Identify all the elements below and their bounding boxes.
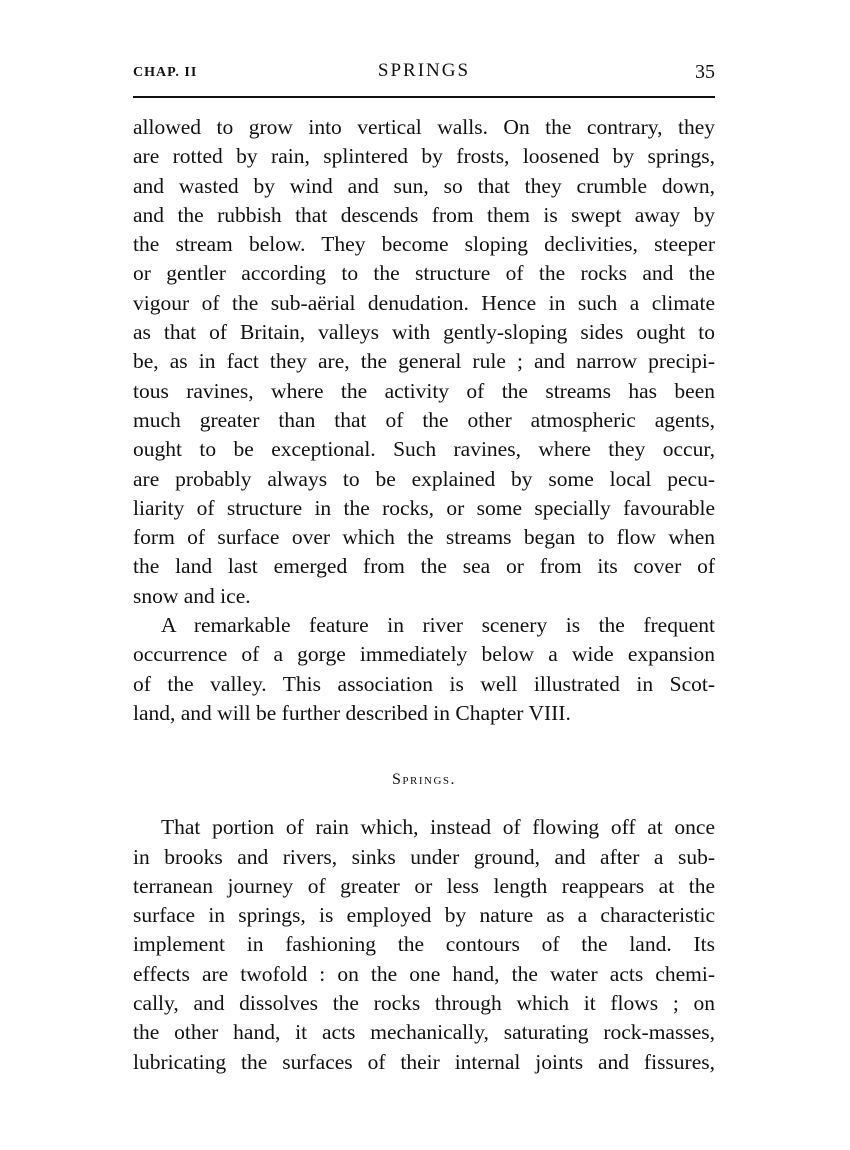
text-line: That portion of rain which, instead of flowing off at once: [161, 815, 715, 840]
paragraph-river-scenery: [133, 611, 715, 728]
text-line: A remarkable feature in river scenery is the frequent: [161, 613, 715, 638]
text-line: are rotted by rain, splintered by frosts, loosened by springs,: [133, 144, 715, 169]
text-line: much greater than that of the other atmospheric agents,: [133, 407, 715, 432]
text-line: cally, and dissolves the rocks through which it flows ; on: [133, 991, 715, 1016]
text-line: or gentler according to the structure of the rocks and the: [133, 261, 715, 286]
text-line: land, and will be further described in Chapter VIII.: [133, 700, 571, 725]
text-line: occurrence of a gorge immediately below a wide expansion: [133, 642, 715, 667]
text-line: as that of Britain, valleys with gently-sloping sides ought to: [133, 320, 715, 345]
header-rule: [133, 96, 715, 98]
text-line: and wasted by wind and sun, so that they crumble down,: [133, 173, 715, 198]
text-line: the land last emerged from the sea or from its cover of: [133, 554, 715, 579]
chapter-label: CHAP. II: [133, 65, 198, 80]
text-line: snow and ice.: [133, 583, 251, 608]
text-line: in brooks and rivers, sinks under ground, and after a sub-: [133, 844, 715, 869]
body-text: [133, 113, 715, 1077]
text-line: of the valley. This association is well illustrated in Scot-: [133, 671, 715, 696]
text-line: the other hand, it acts mechanically, saturating rock-masses,: [133, 1020, 715, 1045]
text-line: tous ravines, where the activity of the streams has been: [133, 378, 715, 403]
text-line: terranean journey of greater or less length reappears at the: [133, 873, 715, 898]
text-line: and the rubbish that descends from them is swept away by: [133, 202, 715, 227]
text-line: are probably always to be explained by some local pecu-: [133, 466, 715, 491]
page-title: SPRINGS: [377, 60, 471, 81]
page-number: 35: [695, 61, 715, 83]
section-heading: Springs.: [391, 771, 457, 789]
text-line: the stream below. They become sloping declivities, steeper: [133, 232, 715, 257]
text-line: implement in fashioning the contours of the land. Its: [133, 932, 715, 957]
text-line: vigour of the sub-aërial denudation. Hence in such a climate: [133, 290, 715, 315]
text-line: allowed to grow into vertical walls. On the contrary, they: [133, 115, 715, 139]
text-line: form of surface over which the streams began to flow when: [133, 525, 715, 550]
text-line: lubricating the surfaces of their internal joints and fissures,: [133, 1049, 715, 1074]
paragraph-springs: [133, 813, 715, 1077]
paragraph-continuation: [133, 113, 715, 611]
text-line: be, as in fact they are, the general rule ; and narrow precipi-: [133, 349, 715, 374]
text-line: liarity of structure in the rocks, or some specially favourable: [133, 495, 715, 520]
text-line: surface in springs, is employed by nature as a characteristic: [133, 903, 715, 928]
text-line: ought to be exceptional. Such ravines, where they occur,: [133, 437, 715, 462]
text-line: effects are twofold : on the one hand, the water acts chemi-: [133, 961, 715, 986]
running-head: [133, 58, 715, 88]
